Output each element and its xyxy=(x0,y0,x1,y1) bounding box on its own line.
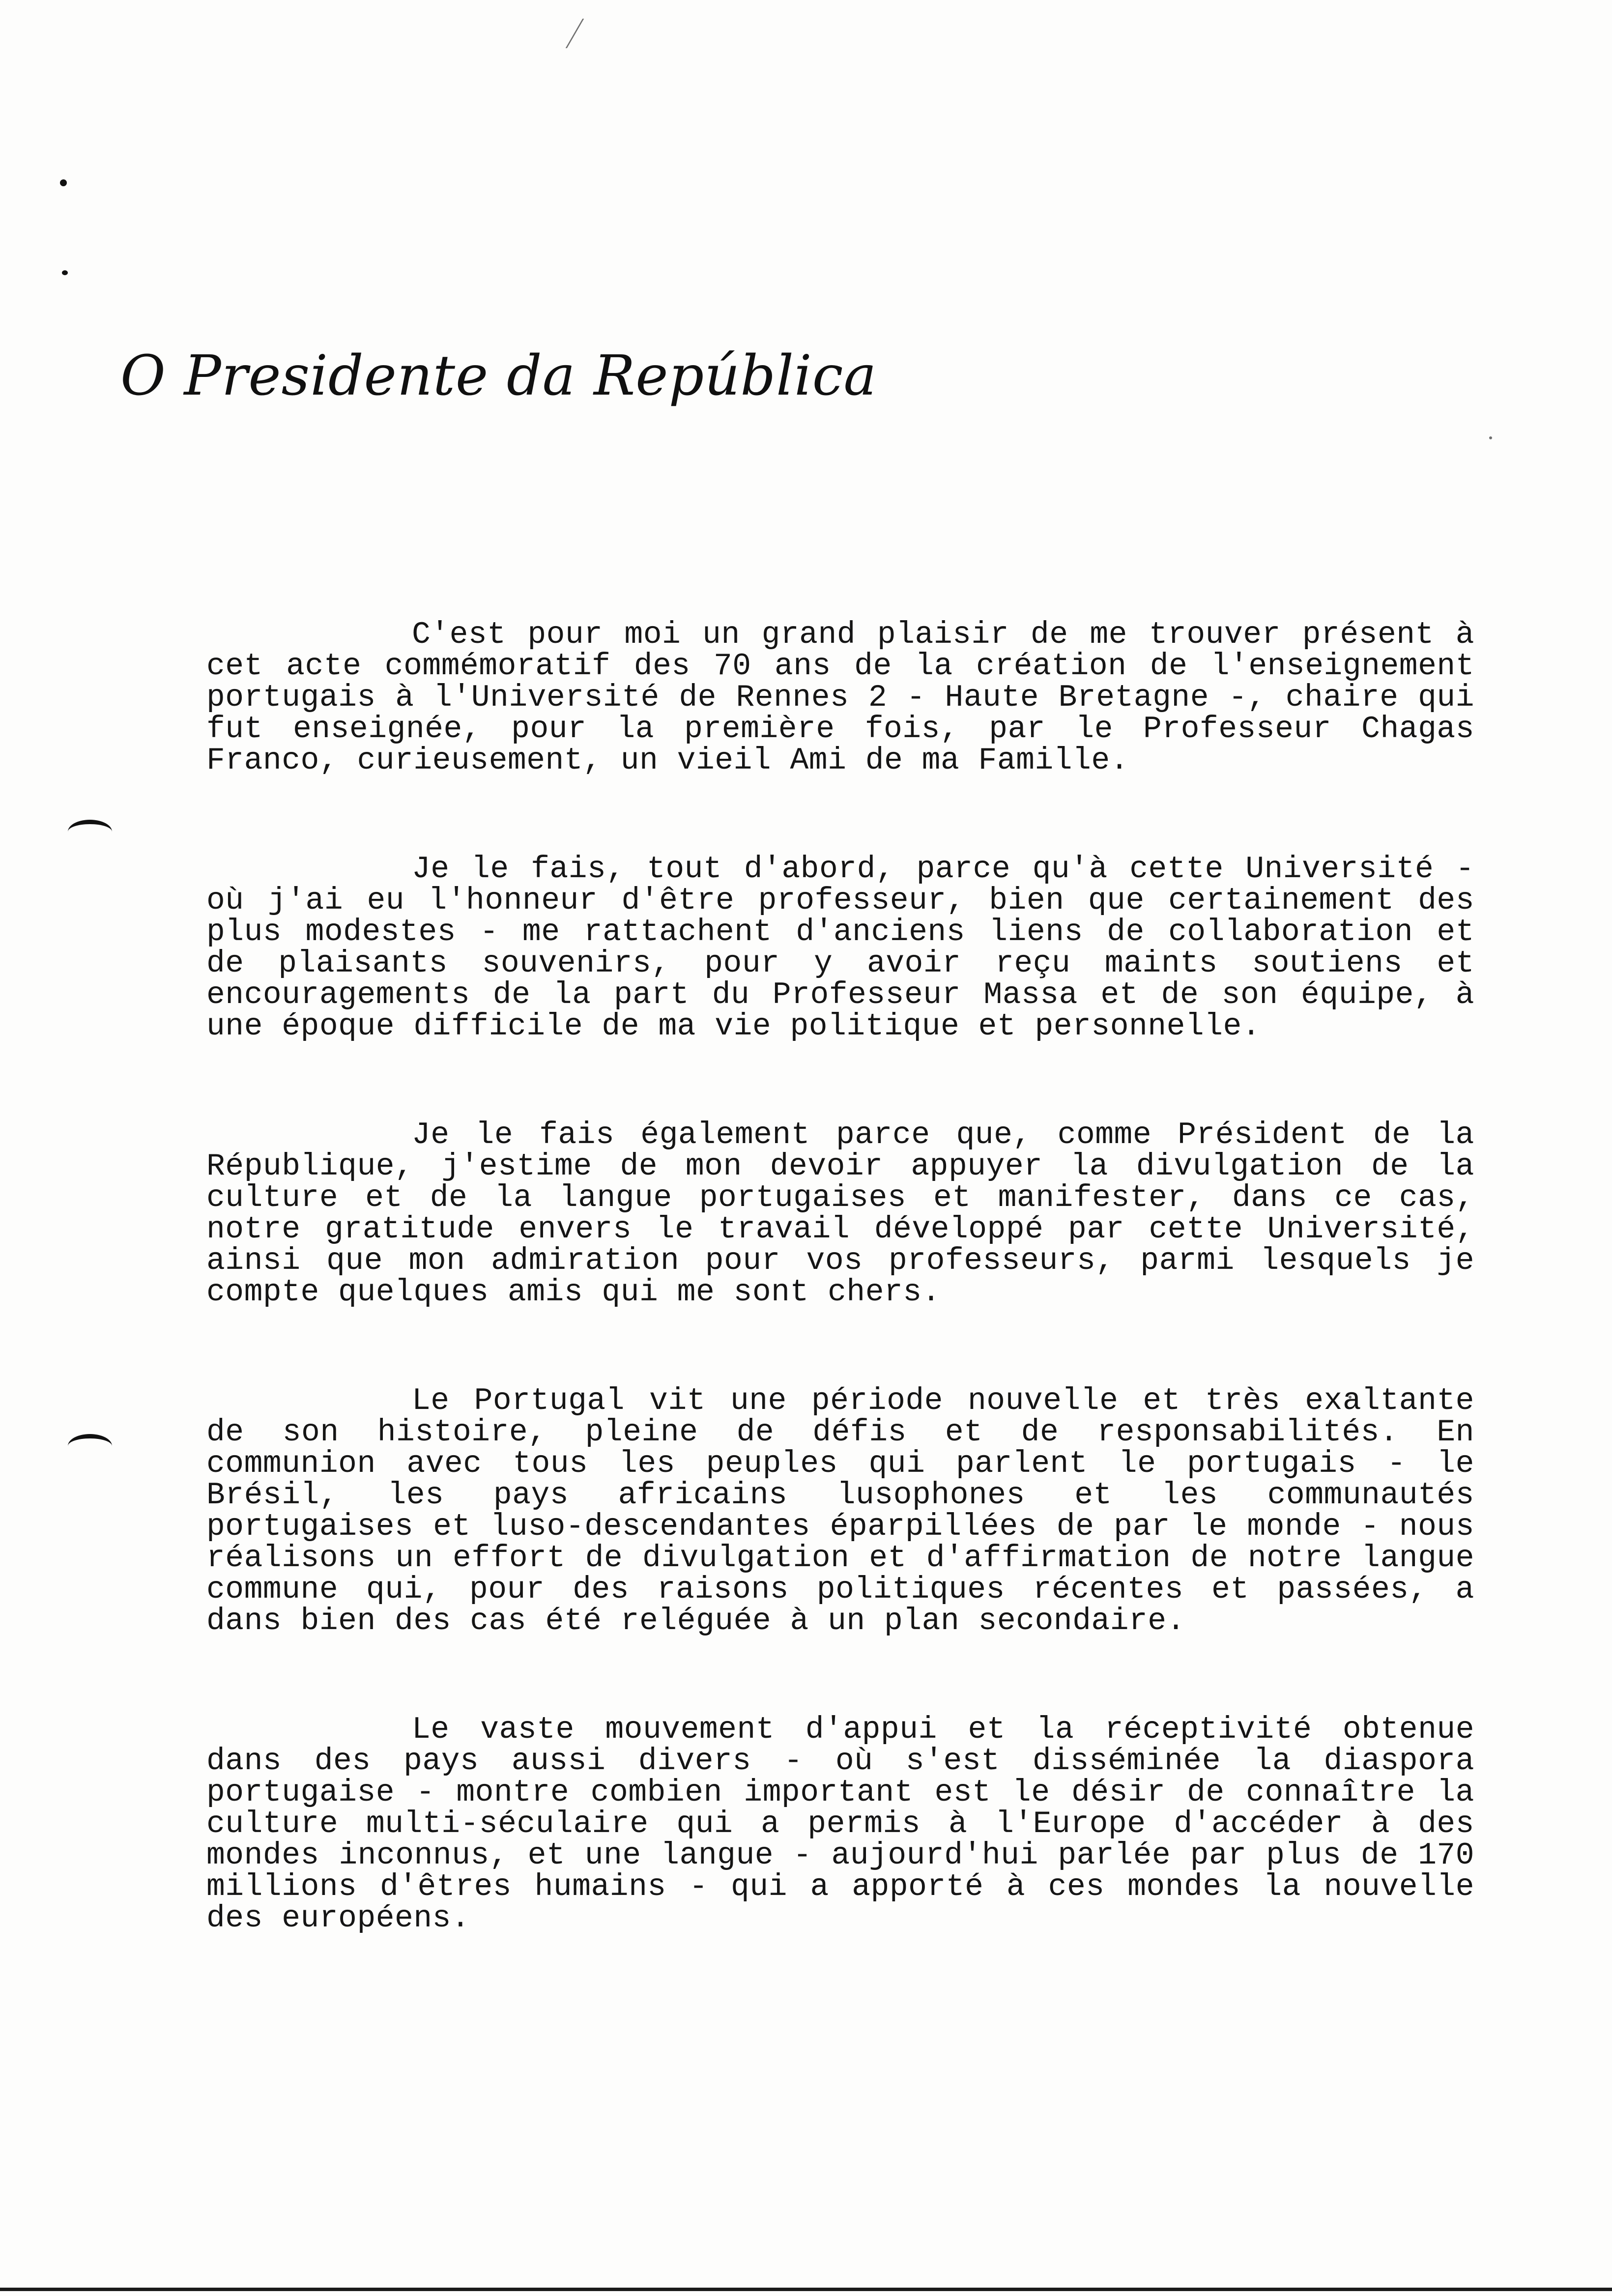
paragraph-5: Le vaste mouvement d'appui et la réceptivité obtenue dans des pays aussi divers - où s'est disséminée la diaspora portugaise - montre combien important est le désir de connaître la culture multi-séculaire qui a permis à l'Europe d'accéder à des mondes inconnus, et une langue - aujourd'hui parlée par plus de 170 millions d'êtres humains - qui a apporté à ces mondes la nouvelle des européens. xyxy=(206,1712,1474,1936)
letter-body xyxy=(206,619,1474,2011)
punch-hole-mark xyxy=(68,820,112,844)
bottom-rule xyxy=(0,2288,1612,2291)
ink-speck xyxy=(1489,436,1492,439)
paragraph-1: C'est pour moi un grand plaisir de me trouver présent à cet acte commémoratif des 70 ans de la création de l'enseignement portugais à l'Université de Rennes 2 - Haute Bretagne -, chaire qui fut enseignée, pour la première fois, par le Professeur Chagas Franco, curieusement, un vieil Ami de ma Famille. xyxy=(206,617,1474,778)
ink-speck xyxy=(60,179,67,186)
punch-hole-mark xyxy=(68,1434,112,1458)
ink-speck xyxy=(62,270,68,275)
paragraph-3: Je le fais également parce que, comme Président de la République, j'estime de mon devoir appuyer la divulgation de la culture et de la langue portugaises et manifester, dans ce cas, notre gratitude envers le travail développé par cette Université, ainsi que mon admiration pour vos professeurs, parmi lesquels je compte quelques amis qui me sont chers. xyxy=(206,1118,1474,1310)
letterhead-title: O Presidente da República xyxy=(120,344,877,408)
paragraph-4: Le Portugal vit une période nouvelle et très exaltante de son histoire, pleine de défis et de responsabilités. En communion avec tous les peuples qui parlent le portugais - le Brésil, les pays africains lusophones et les communautés portugaises et luso-descendantes éparpillées de par le monde - nous réalisons un effort de divulgation et d'affirmation de notre langue commune qui, pour des raisons politiques récentes et passées, a dans bien des cas été reléguée à un plan secondaire. xyxy=(206,1383,1474,1638)
pen-mark xyxy=(566,19,598,48)
paragraph-2: Je le fais, tout d'abord, parce qu'à cette Université - où j'ai eu l'honneur d'être professeur, bien que certainement des plus modestes - me rattachent d'anciens liens de collaboration et de plaisants souvenirs, pour y avoir reçu maints soutiens et encouragements de la part du Professeur Massa et de son équipe, à une époque difficile de ma vie politique et personnelle. xyxy=(206,852,1474,1044)
